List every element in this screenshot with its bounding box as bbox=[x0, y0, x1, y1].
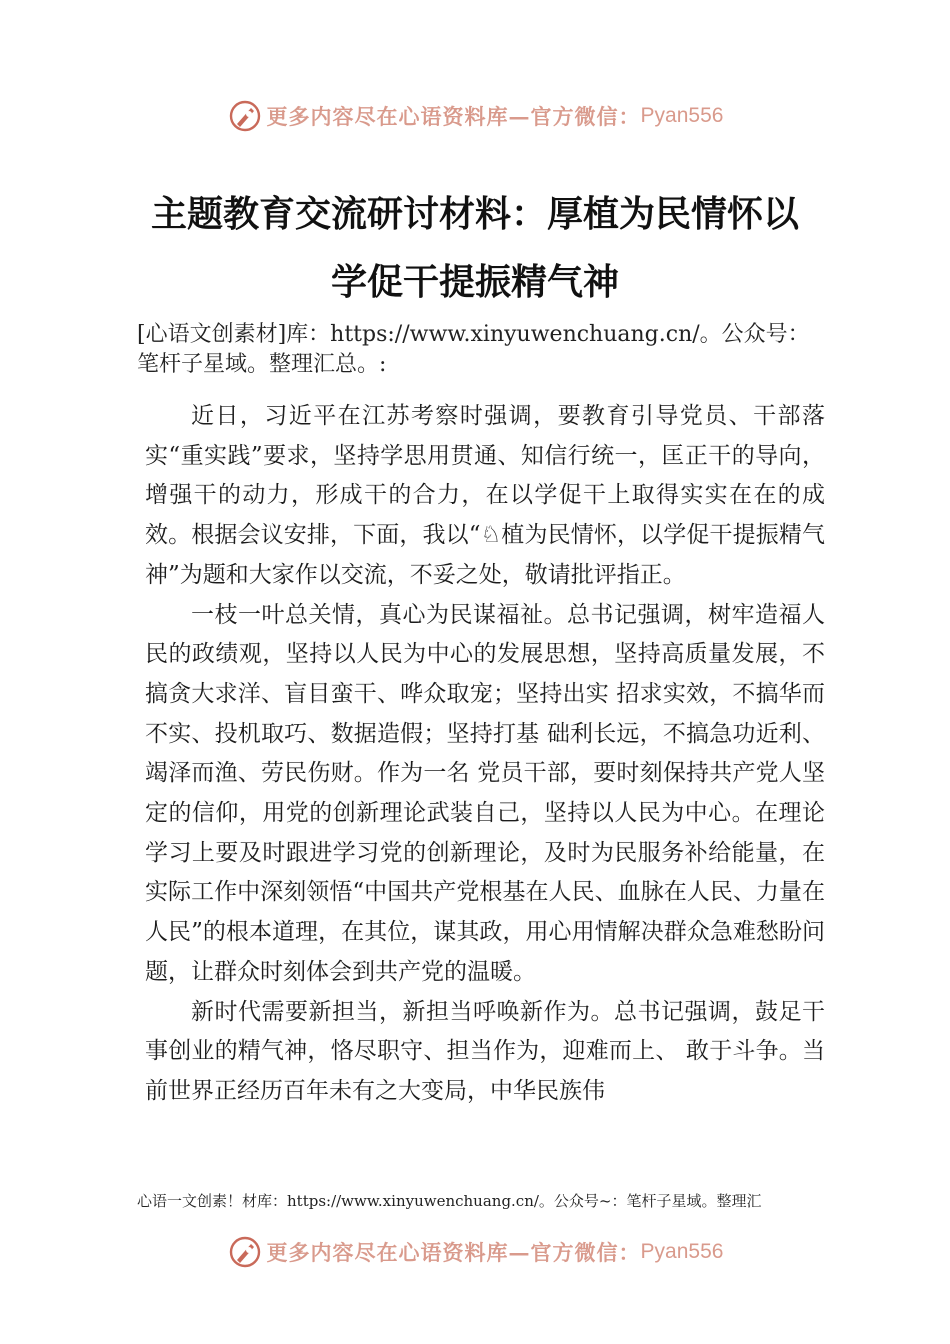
banner-text: 更多内容尽在心语资料库—官方微信： bbox=[266, 104, 641, 129]
banner-text: 更多内容尽在心语资料库—官方微信： bbox=[266, 1240, 641, 1265]
bottom-banner bbox=[0, 1228, 950, 1276]
banner-wechat-id: Pyan556 bbox=[640, 104, 724, 127]
footer-note: 心语一文创素！材库：https://www.xinyuwenchuang.cn/。公众号~：笔杆子星域。整理汇 bbox=[137, 1192, 762, 1210]
source-line: [心语文创素材]库：https://www.xinyuwenchuang.cn/。公众号：笔杆子星域。整理汇总。: bbox=[137, 322, 810, 377]
banner-wechat-id: Pyan556 bbox=[640, 1240, 724, 1263]
pen-logo-icon bbox=[227, 1234, 263, 1270]
paragraph: 新时代需要新担当，新担当呼唤新作为。总书记强调，鼓足干事创业的精气神，恪尽职守、担当作为，迎难而上、 敢于斗争。当前世界正经历百年未有之大变局，中华民族伟 bbox=[145, 998, 825, 1104]
document-title-line-1: 主题教育交流研讨材料：厚植为民情怀以 bbox=[150, 194, 799, 235]
top-banner bbox=[0, 92, 950, 140]
paragraph: 近日，习近平在江苏考察时强调，要教育引导党员、干部落实“重实践”要求，坚持学思用贯通、知信行统一，匡正干的导向，增强干的动力，形成干的合力，在以学促干上取得实实在在的成效。根据会议安排，下面，我以“♘植为民情怀，以学促干提振精气神”为题和大家作以交流，不妥之处，敬请批评指正。 bbox=[145, 403, 825, 588]
paragraph: 一枝一叶总关情，真心为民谋福祉。总书记强调，树牢造福人民的政绩观，坚持以人民为中心的发展思想，坚持高质量发展，不搞贪大求洋、盲目蛮干、哗众取宠；坚持出实 招求实效，不搞华而不实、投机取巧、数据造假；坚持打基 础利长远，不搞急功近利、竭泽而渔、劳民伤财。作为一名 党员干部，要时刻保持共产党人坚定的信仰，用党的创新理论武装自己，坚持以人民为中心。在理论学习上要及时跟进学习党的创新理论，及时为民服务补给能量，在实际工作中深刻领悟“中国共产党根基在人民、血脉在人民、力量在人民”的根本道理，在其位，谋其政，用心用情解决群众急难愁盼问题，让群众时刻体会到共产党的温暖。 bbox=[145, 601, 825, 985]
pen-logo-icon bbox=[227, 98, 263, 134]
document-title-line-2: 学促干提振精气神 bbox=[330, 262, 619, 303]
document-body bbox=[145, 397, 825, 1112]
